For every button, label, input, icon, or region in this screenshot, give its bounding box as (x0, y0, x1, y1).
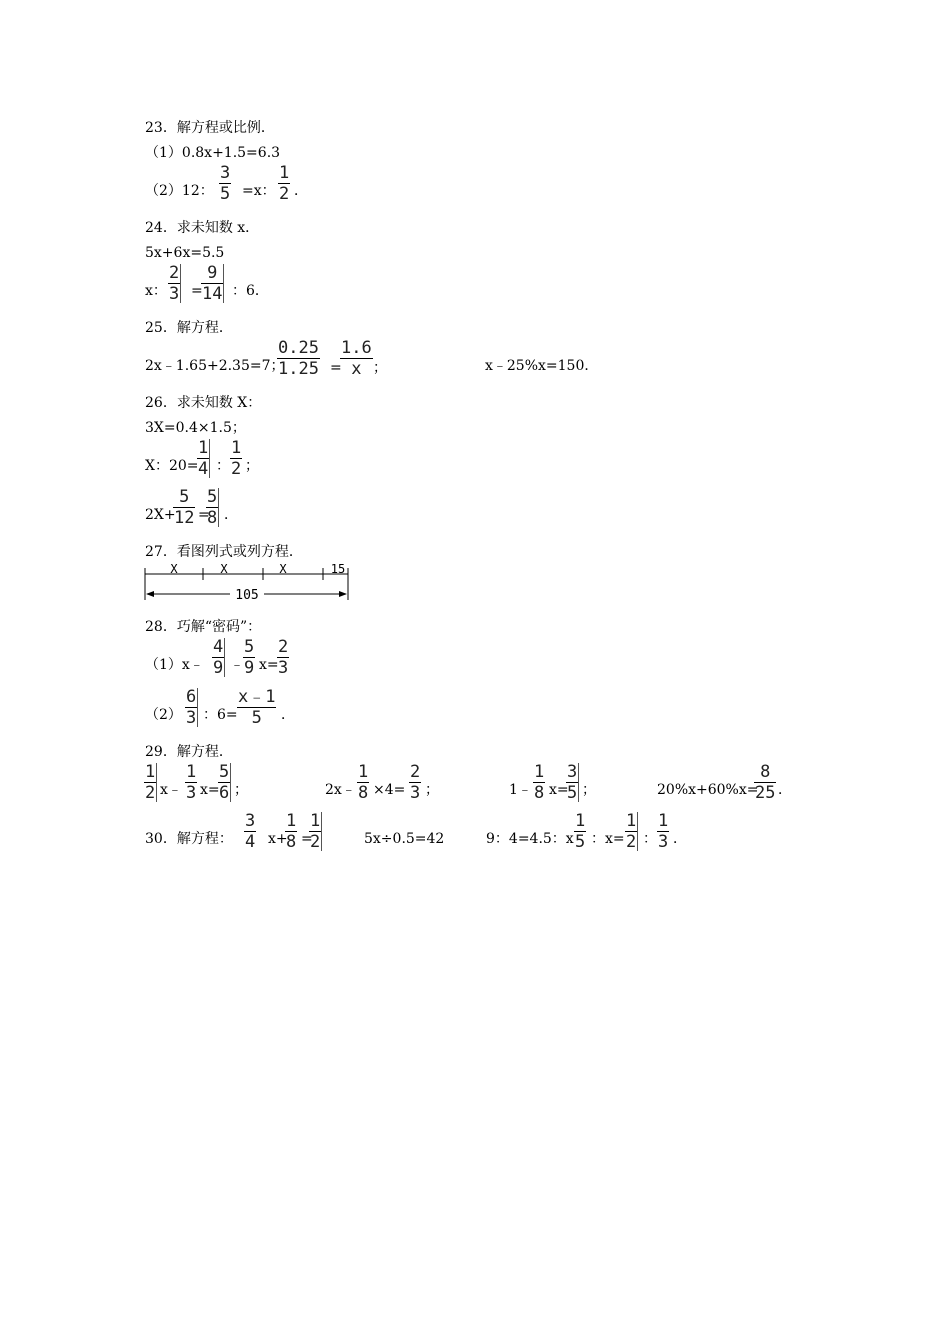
q23-title: 23．解方程或比例． (145, 120, 275, 136)
q23-frac-2 (278, 164, 290, 203)
q25-frac-1 (277, 339, 320, 378)
frac-num: 1 (231, 438, 242, 458)
frac-den: 5 (251, 708, 262, 728)
q26-eq1: 3X=0.4×1.5； (145, 420, 246, 436)
q29-a-mid: x﹣ (160, 782, 182, 798)
q26-title: 26．求未知数 X： (145, 395, 262, 411)
q30-c-mid2: ： (643, 831, 657, 847)
q30-a-frac-1 (244, 812, 256, 851)
frac-den: 14 (202, 284, 223, 304)
frac-num: 1 (534, 762, 545, 782)
q23-part1: （1）0.8x+1.5=6.3 (145, 145, 281, 161)
frac-num: 1 (186, 762, 197, 782)
q24-title: 24．求未知数 x． (145, 220, 260, 236)
q28-frac-4 (185, 688, 198, 727)
q30-title: 30．解方程： (145, 831, 233, 847)
q29-b-frac-2 (409, 763, 421, 802)
frac-den: 6 (219, 783, 230, 803)
q28-part2-prefix: （2） (145, 707, 182, 723)
q26-eq2-end: ； (245, 458, 259, 474)
frac-num: 1.6 (341, 338, 372, 358)
q30-c-prefix: 9：4=4.5：x (486, 831, 574, 847)
frac-den: 3 (410, 783, 421, 803)
frac-den: 5 (220, 184, 231, 204)
q24-eq2-end: ：6． (232, 283, 269, 299)
frac-num: 3 (567, 762, 578, 782)
q28-frac-2 (243, 638, 255, 677)
frac-num: 1 (286, 811, 297, 831)
q28-part1-mid: ﹣ (230, 657, 244, 673)
q26-frac-4 (206, 488, 219, 527)
frac-den: 1.25 (278, 359, 319, 379)
q29-a-frac-1 (144, 763, 157, 802)
frac-num: 1 (279, 163, 290, 183)
frac-num: 9 (207, 263, 218, 283)
q24-frac-1 (168, 264, 181, 303)
diagram-seg-label-2: X (220, 562, 228, 576)
q28-frac-5 (237, 688, 276, 727)
frac-num: 2 (410, 762, 421, 782)
frac-den: 4 (245, 832, 256, 852)
q28-part2-mid: ：6= (203, 707, 238, 723)
q29-a-end: ； (234, 782, 248, 798)
q28-title: 28．巧解“密码”： (145, 619, 262, 635)
q25-frac-2 (340, 339, 373, 378)
q30-c-frac-1 (574, 812, 586, 851)
q27-title: 27．看图列式或列方程． (145, 544, 303, 560)
q23-frac-1 (219, 164, 231, 203)
q30-a-frac-3 (309, 812, 322, 851)
q25-eq2-mid: = (330, 360, 342, 376)
q29-c-prefix: 1﹣ (509, 782, 532, 798)
q29-b-end: ； (425, 782, 439, 798)
frac-num: 1 (575, 811, 586, 831)
diagram-arrowhead-left (146, 591, 154, 597)
diagram-seg-label-4: 15 (330, 562, 346, 576)
diagram-seg-label-1: X (170, 562, 178, 576)
frac-num: 5 (207, 487, 218, 507)
q29-a-frac-3 (218, 763, 231, 802)
frac-num: 5 (179, 487, 190, 507)
frac-num: 1 (626, 811, 637, 831)
frac-den: 4 (198, 459, 209, 479)
q28-frac-3 (277, 638, 289, 677)
frac-den: 3 (278, 658, 289, 678)
frac-den: 8 (534, 783, 545, 803)
q30-c-end: ． (673, 831, 687, 847)
frac-den: 5 (567, 783, 578, 803)
q26-eq2-prefix: X：20= (145, 458, 199, 474)
frac-den: 2 (310, 832, 321, 852)
diagram-seg-label-3: X (279, 562, 287, 576)
q26-eq3-end: ． (224, 507, 238, 523)
frac-den: 8 (286, 832, 297, 852)
frac-den: 2 (279, 184, 290, 204)
q30-c-mid: ：x= (591, 831, 625, 847)
q29-a-mid2: x= (200, 782, 220, 798)
q29-b-frac-1 (357, 763, 369, 802)
frac-den: 3 (658, 832, 669, 852)
frac-den: 3 (169, 284, 180, 304)
q30-b: 5x÷0.5=42 (364, 831, 445, 847)
q25-eq3: x﹣25%x=150． (485, 358, 599, 374)
q30-c-frac-3 (657, 812, 669, 851)
frac-den: 2 (145, 783, 156, 803)
q29-c-frac-1 (533, 763, 545, 802)
q26-eq2-mid: ： (216, 458, 230, 474)
q27-line-diagram (142, 562, 352, 602)
q26-frac-3 (173, 488, 195, 527)
frac-den: 12 (174, 508, 195, 528)
q26-eq3-prefix: 2X+ (145, 507, 176, 523)
q28-part1-prefix: （1）x﹣ (145, 657, 204, 673)
frac-num: 8 (760, 762, 771, 782)
frac-num: 4 (213, 637, 224, 657)
q23-part2-mid: =x： (242, 183, 276, 199)
q29-title: 29．解方程． (145, 744, 233, 760)
frac-num: 1 (145, 762, 156, 782)
q30-a-mid2: = (301, 831, 313, 847)
frac-den: 9 (244, 658, 255, 678)
frac-den: 2 (231, 459, 242, 479)
q29-d-frac-1 (754, 763, 776, 802)
q23-part2-end: ． (294, 183, 308, 199)
q30-a-mid: x+ (268, 831, 288, 847)
q24-eq2-mid: = (191, 283, 203, 299)
q25-eq2-end: ； (373, 360, 387, 376)
frac-num: 5 (219, 762, 230, 782)
diagram-arrowhead-right (339, 591, 347, 597)
q29-a-frac-2 (185, 763, 197, 802)
frac-num: 1 (658, 811, 669, 831)
q30-a-frac-2 (285, 812, 297, 851)
q28-frac-1 (212, 638, 225, 677)
frac-num: 1 (310, 811, 321, 831)
diagram-total-label: 105 (235, 588, 259, 602)
frac-num: 1 (198, 438, 209, 458)
frac-num: 2 (169, 263, 180, 283)
frac-den: 9 (213, 658, 224, 678)
frac-den: x (351, 359, 362, 379)
q30-c-frac-2 (625, 812, 638, 851)
frac-den: 3 (186, 783, 197, 803)
q29-c-mid: x= (549, 782, 569, 798)
frac-num: 5 (244, 637, 255, 657)
q25-title: 25．解方程． (145, 320, 233, 336)
frac-den: 25 (755, 783, 776, 803)
frac-den: 8 (358, 783, 369, 803)
q29-c-end: ； (582, 782, 596, 798)
q29-b-prefix: 2x﹣ (325, 782, 356, 798)
q24-eq1: 5x+6x=5.5 (145, 245, 225, 261)
q29-b-mid: ×4= (373, 782, 406, 798)
q28-part2-end: ． (281, 707, 295, 723)
q23-part2-prefix: （2）12： (145, 183, 214, 199)
frac-num: 3 (245, 811, 256, 831)
q26-frac-1 (197, 439, 210, 478)
q28-part1-mid2: x= (259, 657, 279, 673)
q25-eq1: 2x﹣1.65+2.35=7； (145, 358, 285, 374)
q24-frac-2 (201, 264, 224, 303)
frac-den: 3 (186, 708, 197, 728)
frac-num: 1 (358, 762, 369, 782)
frac-num: 6 (186, 687, 197, 707)
frac-num: x﹣1 (238, 687, 276, 707)
frac-num: 0.25 (278, 338, 319, 358)
q26-frac-2 (230, 439, 242, 478)
frac-num: 3 (220, 163, 231, 183)
frac-den: 8 (207, 508, 218, 528)
q29-d-prefix: 20%x+60%x= (657, 782, 759, 798)
q29-d-end: ． (778, 782, 792, 798)
frac-den: 2 (626, 832, 637, 852)
q24-eq2-prefix: x： (145, 283, 167, 299)
q26-eq3-mid: = (198, 507, 210, 523)
q29-c-frac-2 (566, 763, 579, 802)
frac-num: 2 (278, 637, 289, 657)
frac-den: 5 (575, 832, 586, 852)
